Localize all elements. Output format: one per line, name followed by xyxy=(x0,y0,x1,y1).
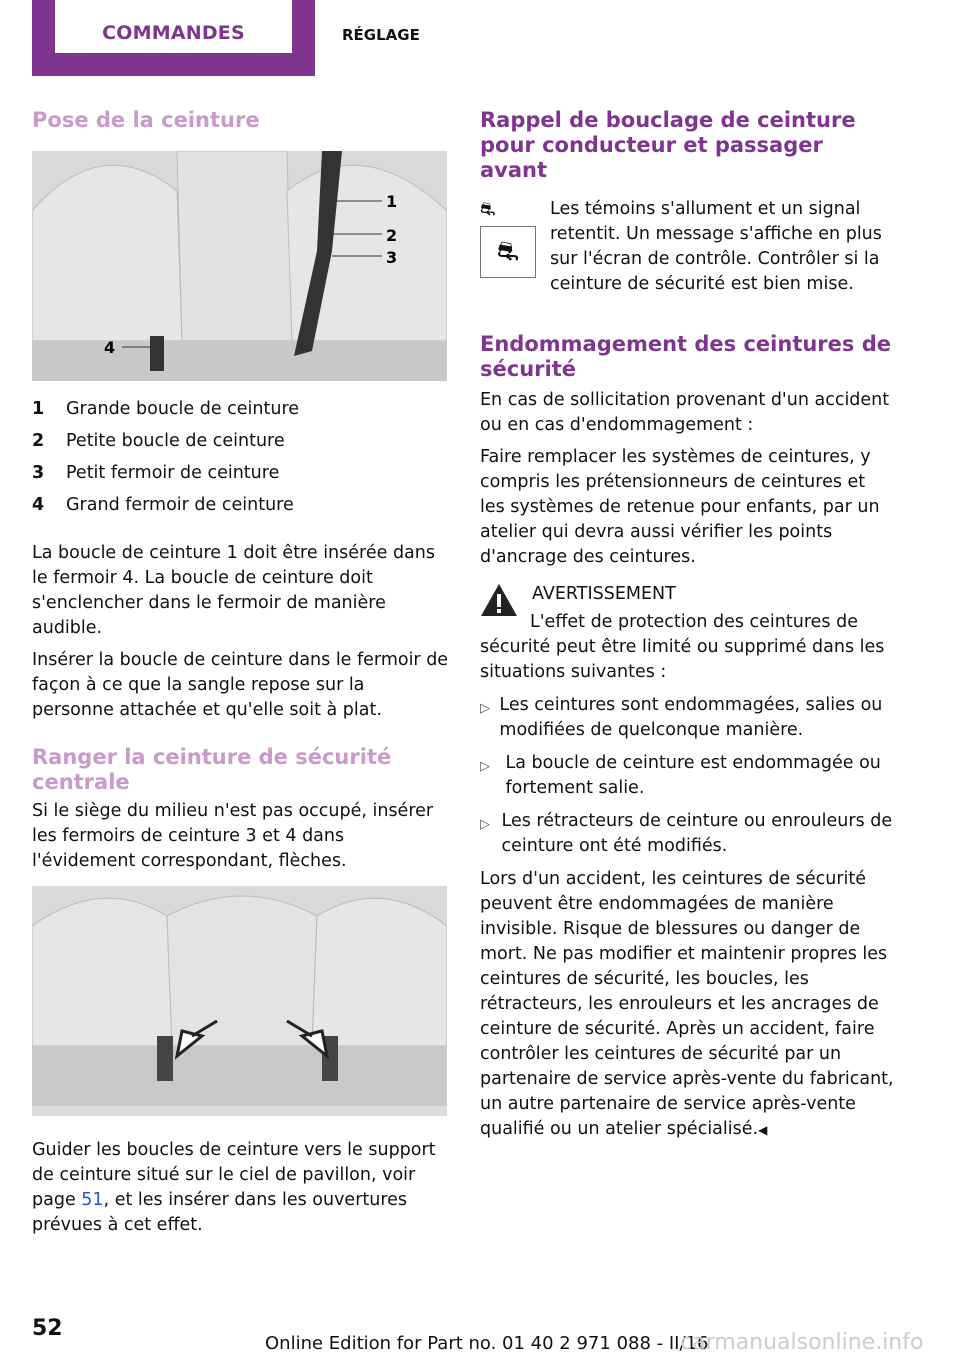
watermark: carmanualsonline.info xyxy=(680,1330,924,1355)
figure-label-4: 4 xyxy=(104,338,116,357)
seat-arrows-illustration xyxy=(32,886,447,1106)
legend-number: 3 xyxy=(32,462,45,483)
legend-number: 1 xyxy=(32,398,45,419)
legend-text: Petit fermoir de ceinture xyxy=(66,462,280,483)
paragraph: Si le siège du milieu n'est pas occupé, insérer les fermoirs de ceinture 3 et 4 dans l'évidement correspondant, flèches. xyxy=(32,801,434,871)
legend-text: Grand fermoir de ceinture xyxy=(66,494,294,515)
legend-number: 2 xyxy=(32,430,45,451)
bullet-triangle-icon: ▷ xyxy=(480,817,490,832)
legend-text: Grande boucle de ceinture xyxy=(66,398,300,419)
tab-commandes[interactable]: COMMANDES xyxy=(55,0,292,53)
warning-triangle-icon xyxy=(480,582,518,618)
right-column xyxy=(480,108,895,1150)
legend-item xyxy=(32,393,450,425)
warning-text: L'effet de protection des ceintures de sécurité peut être limité ou supprimé dans les situations suivantes : xyxy=(480,612,885,682)
bullet-triangle-icon: ▷ xyxy=(480,701,490,716)
figure-label-3: 3 xyxy=(386,248,398,267)
list-text: Les rétracteurs de ceinture ou enrouleurs de ceinture ont été modifiés. xyxy=(501,811,893,856)
list-item xyxy=(480,693,895,743)
bullet-triangle-icon: ▷ xyxy=(480,759,490,774)
legend-item xyxy=(32,457,450,489)
seatbelt-small-icon: ⛐ xyxy=(480,199,496,220)
legend-number: 4 xyxy=(32,494,45,515)
legend-item xyxy=(32,425,450,457)
figure-label-1: 1 xyxy=(386,192,398,211)
page-link[interactable]: 51 xyxy=(81,1190,104,1210)
paragraph xyxy=(32,1138,450,1238)
section-heading: Endommagement des ceintures de sécurité xyxy=(480,332,891,381)
list-item xyxy=(480,809,895,859)
left-column xyxy=(32,108,450,1245)
paragraph: Faire remplacer les systèmes de ceintures, y compris les prétensionneurs de ceintures et les systèmes de retenue pour enfants, par un atelier qui devra aussi vérifier les points d'ancrage des ceintures. xyxy=(480,447,880,567)
list-text: La boucle de ceinture est endommagée ou fortement salie. xyxy=(505,753,881,798)
paragraph: Les témoins s'allument et un signal retentit. Un message s'affiche en plus sur l'écran de contrôle. Contrôler si la ceinture de sécurité est bien mise. xyxy=(550,199,882,294)
page-number: 52 xyxy=(32,1316,63,1341)
tab-reglage[interactable]: RÉGLAGE xyxy=(342,26,420,44)
seatbelt-figure xyxy=(32,151,447,381)
indicator-block xyxy=(480,197,895,304)
indicator-icons xyxy=(480,197,536,304)
seatbelt-warning-icon: ⛐ xyxy=(480,226,536,278)
section-heading: Ranger la ceinture de sécurité centrale xyxy=(32,745,392,794)
figure-legend xyxy=(32,393,450,521)
end-mark-icon: ◀ xyxy=(758,1123,768,1137)
text: Guider les boucles de ceinture vers le support de ceinture situé sur le ciel de pavillon, voir page xyxy=(32,1140,436,1210)
paragraph: En cas de sollicitation provenant d'un accident ou en cas d'endommagement : xyxy=(480,390,890,435)
seat-illustration xyxy=(32,151,447,381)
section-heading: Rappel de bouclage de ceinture pour conducteur et passager avant xyxy=(480,108,856,182)
text: Lors d'un accident, les ceintures de sécurité peuvent être endommagées de manière invisible. Risque de blessures ou danger de mort. Ne pas modifier et maintenir propres les ceintures de sécurité, les boucles, les rétracteurs, les enrouleurs et les ancrages de ceinture de sécurité. Après un accident, faire contrôler les ceintures de sécurité par un partenaire de service après-vente du fabricant, un autre partenaire de service après-vente qualifié ou un atelier spécialisé. xyxy=(480,869,894,1139)
paragraph: La boucle de ceinture 1 doit être insérée dans le fermoir 4. La boucle de ceinture doit s'enclencher dans le fermoir de manière audible. xyxy=(32,543,435,638)
legend-text: Petite boucle de ceinture xyxy=(66,430,285,451)
warning-title: AVERTISSEMENT xyxy=(532,584,676,604)
edition-footer: Online Edition for Part no. 01 40 2 971 088 - II/16 xyxy=(265,1333,709,1354)
list-item xyxy=(480,751,895,801)
stow-figure xyxy=(32,886,447,1116)
paragraph: Insérer la boucle de ceinture dans le fermoir de façon à ce que la sangle repose sur la personne attachée et qu'elle soit à plat. xyxy=(32,650,449,720)
section-heading: Pose de la ceinture xyxy=(32,108,260,132)
legend-item xyxy=(32,489,450,521)
figure-label-2: 2 xyxy=(386,226,398,245)
paragraph xyxy=(480,867,895,1143)
chapter-tab xyxy=(32,0,315,76)
text: , et les insérer dans les ouvertures prévues à cet effet. xyxy=(32,1190,408,1235)
list-text: Les ceintures sont endommagées, salies ou modifiées de quelconque manière. xyxy=(499,695,883,740)
